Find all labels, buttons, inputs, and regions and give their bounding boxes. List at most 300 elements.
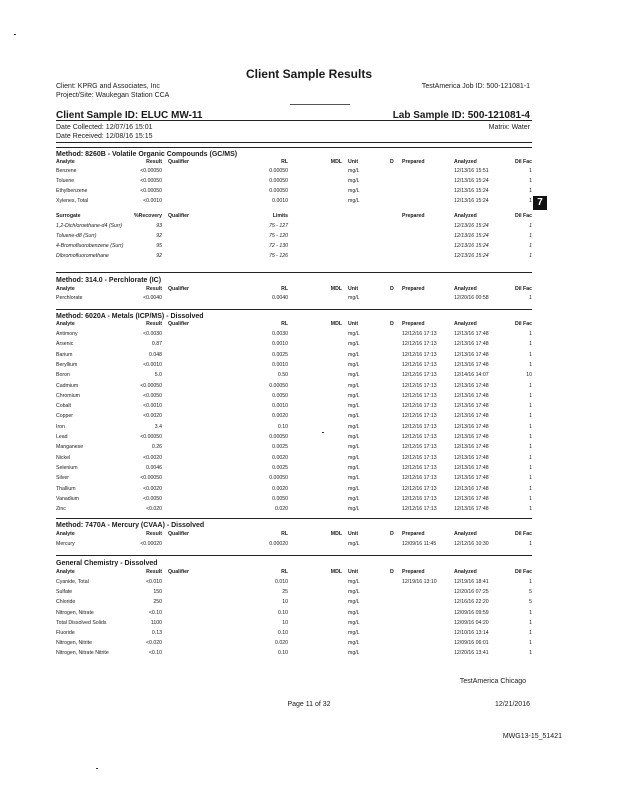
table-row	[56, 197, 532, 206]
cell-anl: 12/13/16 17:48	[454, 495, 489, 502]
column-header	[56, 320, 532, 329]
cell-an: Nitrogen, Nitrate	[56, 609, 94, 616]
cell-an: Xylenes, Total	[56, 198, 89, 204]
cell-unit: Unit	[348, 569, 359, 575]
cell-res: 0.87	[151, 341, 162, 348]
cell-unit: mg/L	[348, 495, 360, 502]
cell-dil: Dil Fac	[514, 213, 532, 219]
cell-res: Result	[146, 569, 162, 575]
cell-res: Result	[146, 321, 162, 327]
cell-dil: 1	[529, 351, 532, 358]
cell-rl: 0.0020	[272, 454, 288, 461]
cell-anl: Analyzed	[454, 569, 477, 575]
cell-rl: 0.10	[277, 650, 288, 657]
scan-speck	[14, 34, 16, 35]
cell-anl: 12/13/16 15:24	[454, 233, 489, 239]
cell-rl: 0.50	[277, 372, 288, 379]
cell-dil: Dil Fac	[514, 569, 532, 575]
document-id: MWG13-15_51421	[502, 733, 562, 740]
column-header	[56, 568, 532, 577]
cell-anl: Analyzed	[454, 159, 477, 165]
cell-res: 0.0046	[146, 464, 162, 471]
cell-prep: 12/12/16 17:13	[402, 423, 437, 430]
table-row	[56, 351, 532, 360]
cell-an: 1,2-Dichloroethane-d4 (Surr)	[56, 223, 123, 229]
cell-res: <0.00050	[140, 475, 162, 482]
cell-res: Result	[146, 531, 162, 537]
cell-prep: 12/12/16 17:13	[402, 331, 437, 337]
cell-unit: Unit	[348, 531, 359, 537]
cell-res: <0.020	[145, 640, 162, 647]
table-row	[56, 433, 532, 442]
cell-dil: Dil Fac	[514, 321, 532, 327]
divider	[56, 120, 532, 121]
date-collected: Date Collected: 12/07/16 15:01	[56, 124, 153, 131]
cell-res: 92	[156, 233, 162, 239]
cell-an: Boron	[56, 372, 70, 379]
cell-unit: mg/L	[348, 650, 360, 657]
cell-anl: 12/13/16 15:24	[454, 198, 489, 204]
table-row	[56, 588, 532, 597]
cell-prep: Prepared	[402, 159, 425, 165]
method-title: Method: 7470A - Mercury (CVAA) - Dissolved	[56, 522, 205, 529]
cell-d: D	[390, 531, 394, 537]
cell-anl: 12/20/16 13:41	[454, 650, 489, 657]
cell-anl: 12/13/16 17:48	[454, 361, 489, 368]
cell-anl: 12/13/16 17:48	[454, 423, 489, 430]
cell-anl: 12/20/16 07:25	[454, 589, 489, 596]
cell-anl: 12/13/16 17:48	[454, 351, 489, 358]
cell-rl: 0.00050	[269, 475, 288, 482]
cell-mdl: MDL	[330, 569, 342, 575]
cell-res: <0.0010	[143, 403, 162, 410]
table-row	[56, 505, 532, 514]
cell-q: Qualifier	[168, 569, 190, 575]
table-row	[56, 167, 532, 176]
cell-unit: mg/L	[348, 434, 360, 440]
cell-prep: Prepared	[402, 321, 425, 327]
cell-prep: 12/12/16 17:13	[402, 444, 437, 451]
cell-dil: 1	[529, 579, 532, 585]
cell-rl: RL	[281, 286, 288, 292]
cell-an: Chloride	[56, 599, 76, 606]
cell-res: 93	[156, 223, 162, 229]
table-row	[56, 423, 532, 432]
table-row	[56, 402, 532, 411]
section-tab: 7	[533, 196, 547, 210]
cell-res: Result	[146, 286, 162, 292]
cell-anl: 12/13/16 15:24	[454, 243, 489, 249]
cell-unit: mg/L	[348, 178, 360, 184]
cell-rl: 0.0030	[272, 331, 288, 337]
cell-prep: Prepared	[402, 213, 425, 219]
divider	[56, 142, 532, 143]
cell-dil: 1	[529, 444, 532, 451]
cell-an: Benzene	[56, 168, 77, 174]
cell-anl: 12/13/16 17:48	[454, 392, 489, 399]
cell-unit: mg/L	[348, 640, 360, 647]
cell-dil: 1	[529, 454, 532, 461]
cell-rl: 0.0010	[272, 361, 288, 368]
cell-rl: 0.0010	[272, 403, 288, 410]
cell-res: <0.0050	[143, 495, 162, 502]
cell-unit: Unit	[348, 321, 359, 327]
cell-rl: 0.010	[275, 579, 288, 585]
method-title: Method: 6020A - Metals (ICP/MS) - Dissolved	[56, 313, 204, 320]
cell-dil: 1	[529, 434, 532, 440]
cell-rl: 0.10	[277, 423, 288, 430]
cell-anl: Analyzed	[454, 286, 477, 292]
cell-an: Cobalt	[56, 403, 71, 410]
cell-rl: 10	[282, 619, 288, 626]
cell-dil: 1	[529, 295, 532, 301]
cell-anl: 12/13/16 17:48	[454, 413, 489, 420]
cell-an: Mercury	[56, 541, 75, 547]
cell-unit: mg/L	[348, 589, 360, 596]
cell-unit: mg/L	[348, 630, 360, 636]
cell-res: 95	[156, 243, 162, 249]
cell-rl: 75 - 126	[268, 253, 288, 259]
column-header	[56, 158, 532, 167]
cell-an: Sulfate	[56, 589, 73, 596]
cell-dil: 1	[529, 223, 532, 229]
cell-an: Thallium	[56, 485, 76, 492]
cell-rl: 10	[282, 599, 288, 606]
cell-rl: 0.0050	[272, 392, 288, 399]
cell-res: 1100	[150, 619, 162, 626]
cell-res: <0.0040	[143, 295, 162, 301]
cell-unit: mg/L	[348, 168, 360, 174]
cell-rl: 72 - 130	[268, 243, 288, 249]
table-row	[56, 464, 532, 473]
page-title: Client Sample Results	[245, 67, 373, 81]
cell-dil: 1	[529, 413, 532, 420]
cell-unit: mg/L	[348, 413, 360, 420]
cell-an: Surrogate	[56, 213, 81, 219]
cell-d: D	[390, 569, 394, 575]
cell-anl: 12/12/16 10:30	[454, 541, 489, 547]
cell-dil: 10	[526, 372, 532, 379]
divider	[56, 272, 532, 273]
table-row	[56, 187, 532, 196]
table-row	[56, 609, 532, 618]
surrogate-row	[56, 222, 532, 231]
cell-res: 5.0	[154, 372, 162, 379]
cell-unit: mg/L	[348, 609, 360, 616]
table-row	[56, 649, 532, 658]
cell-unit: mg/L	[348, 392, 360, 399]
cell-an: Chromium	[56, 392, 80, 399]
cell-rl: 0.0050	[272, 495, 288, 502]
cell-dil: 1	[529, 619, 532, 626]
cell-dil: 1	[529, 485, 532, 492]
cell-unit: mg/L	[348, 382, 360, 389]
table-row	[56, 443, 532, 452]
cell-unit: mg/L	[348, 579, 360, 585]
cell-unit: mg/L	[348, 341, 360, 348]
cell-an: Vanadium	[56, 495, 79, 502]
cell-unit: mg/L	[348, 464, 360, 471]
cell-dil: 1	[529, 464, 532, 471]
cell-prep: 12/12/16 17:13	[402, 403, 437, 410]
cell-mdl: MDL	[330, 159, 342, 165]
cell-prep: 12/12/16 17:13	[402, 351, 437, 358]
cell-an: Analyte	[56, 159, 75, 165]
cell-rl: 75 - 120	[268, 233, 288, 239]
cell-dil: 1	[529, 168, 532, 174]
cell-an: Lead	[56, 434, 68, 440]
cell-rl: 0.0025	[272, 444, 288, 451]
cell-anl: Analyzed	[454, 321, 477, 327]
cell-prep: Prepared	[402, 531, 425, 537]
table-row	[56, 340, 532, 349]
cell-an: Nitrogen, Nitrate Nitrite	[56, 650, 109, 657]
cell-res: <0.0020	[143, 454, 162, 461]
cell-prep: 12/12/16 17:13	[402, 464, 437, 471]
cell-anl: 12/09/16 04:20	[454, 619, 489, 626]
column-header	[56, 285, 532, 294]
cell-dil: 1	[529, 506, 532, 513]
cell-anl: 12/13/16 15:24	[454, 188, 489, 194]
cell-dil: 1	[529, 188, 532, 194]
cell-rl: RL	[281, 159, 288, 165]
cell-anl: Analyzed	[454, 213, 477, 219]
cell-an: Dibromofluoromethane	[56, 253, 109, 259]
client-line: Client: KPRG and Associates, Inc	[56, 83, 160, 90]
cell-rl: 25	[282, 589, 288, 596]
cell-rl: 0.0010	[272, 198, 288, 204]
table-row	[56, 540, 532, 549]
cell-unit: mg/L	[348, 331, 360, 337]
cell-anl: 12/10/16 13:14	[454, 630, 489, 636]
cell-dil: Dil Fac	[514, 159, 532, 165]
cell-anl: 12/13/16 15:24	[454, 253, 489, 259]
surrogate-row	[56, 242, 532, 251]
cell-prep: 12/12/16 17:13	[402, 413, 437, 420]
date-received: Date Received: 12/08/16 15:15	[56, 133, 153, 140]
cell-dil: 1	[529, 609, 532, 616]
lab-name: TestAmerica Chicago	[459, 678, 526, 685]
cell-unit: mg/L	[348, 454, 360, 461]
cell-rl: 0.0025	[272, 464, 288, 471]
cell-dil: 1	[529, 495, 532, 502]
cell-anl: Analyzed	[454, 531, 477, 537]
method-title: Method: 314.0 - Perchlorate (IC)	[56, 277, 162, 284]
cell-q: Qualifier	[168, 286, 190, 292]
cell-rl: 0.0010	[272, 341, 288, 348]
table-row	[56, 412, 532, 421]
method-title: General Chemistry - Dissolved	[56, 560, 158, 567]
cell-anl: 12/20/16 00:58	[454, 295, 489, 301]
job-id: TestAmerica Job ID: 500-121081-1	[421, 83, 530, 90]
cell-an: Analyte	[56, 531, 75, 537]
cell-anl: 12/19/16 18:41	[454, 579, 489, 585]
cell-an: Fluoride	[56, 630, 75, 636]
cell-dil: 1	[529, 341, 532, 348]
cell-prep: 12/12/16 17:13	[402, 495, 437, 502]
cell-res: <0.10	[148, 609, 162, 616]
cell-an: Selenium	[56, 464, 78, 471]
cell-dil: 1	[529, 640, 532, 647]
cell-an: Antimony	[56, 331, 78, 337]
cell-rl: 0.00050	[269, 168, 288, 174]
cell-an: Toluene-d8 (Surr)	[56, 233, 97, 239]
cell-prep: 12/12/16 17:13	[402, 454, 437, 461]
cell-an: Manganese	[56, 444, 84, 451]
cell-dil: 1	[529, 233, 532, 239]
cell-dil: 1	[529, 361, 532, 368]
cell-dil: 1	[529, 475, 532, 482]
method-title: Method: 8260B - Volatile Organic Compounds (GC/MS)	[56, 151, 238, 158]
cell-an: Iron	[56, 423, 65, 430]
cell-unit: mg/L	[348, 351, 360, 358]
cell-dil: 1	[529, 392, 532, 399]
cell-res: <0.00050	[140, 168, 162, 174]
cell-an: Cadmium	[56, 382, 79, 389]
cell-prep: 12/12/16 17:13	[402, 485, 437, 492]
cell-unit: Unit	[348, 159, 359, 165]
cell-res: <0.10	[148, 650, 162, 657]
cell-dil: 5	[529, 599, 532, 606]
cell-an: Ethylbenzene	[56, 188, 88, 194]
table-row	[56, 629, 532, 638]
cell-dil: Dil Fac	[514, 531, 532, 537]
cell-d: D	[390, 159, 394, 165]
report-date: 12/21/2016	[494, 701, 530, 708]
cell-rl: RL	[281, 569, 288, 575]
cell-rl: 0.00050	[269, 178, 288, 184]
page-number: Page 11 of 32	[287, 701, 331, 708]
cell-anl: 12/09/16 06:01	[454, 640, 489, 647]
cell-res: 0.26	[151, 444, 162, 451]
cell-unit: mg/L	[348, 372, 360, 379]
cell-anl: 12/13/16 17:48	[454, 444, 489, 451]
cell-dil: 1	[529, 403, 532, 410]
cell-res: 92	[156, 253, 162, 259]
cell-an: Beryllium	[56, 361, 78, 368]
cell-unit: mg/L	[348, 506, 360, 513]
table-row	[56, 371, 532, 380]
cell-prep: 12/12/16 17:13	[402, 382, 437, 389]
cell-rl: RL	[281, 321, 288, 327]
cell-res: <0.00050	[140, 178, 162, 184]
cell-anl: 12/13/16 15:24	[454, 178, 489, 184]
cell-an: Nitrogen, Nitrite	[56, 640, 93, 647]
table-row	[56, 474, 532, 483]
cell-prep: 12/19/16 13:10	[402, 579, 437, 585]
cell-dil: Dil Fac	[514, 286, 532, 292]
cell-anl: 12/13/16 17:48	[454, 485, 489, 492]
cell-anl: 12/13/16 17:48	[454, 434, 489, 440]
cell-unit: mg/L	[348, 619, 360, 626]
cell-an: Zinc	[56, 506, 66, 513]
cell-unit: mg/L	[348, 423, 360, 430]
cell-an: Analyte	[56, 321, 75, 327]
cell-res: <0.0010	[143, 198, 162, 204]
cell-prep: 12/09/16 11:45	[402, 541, 437, 547]
cell-prep: 12/12/16 17:13	[402, 506, 437, 513]
cell-unit: mg/L	[348, 485, 360, 492]
cell-dil: 1	[529, 331, 532, 337]
cell-unit: mg/L	[348, 198, 360, 204]
cell-anl: 12/13/16 17:48	[454, 341, 489, 348]
cell-an: Nickel	[56, 454, 71, 461]
cell-anl: 12/09/16 09:59	[454, 609, 489, 616]
cell-dil: 1	[529, 198, 532, 204]
cell-res: 0.048	[149, 351, 162, 358]
cell-anl: 12/13/16 17:48	[454, 331, 489, 337]
cell-prep: 12/12/16 17:13	[402, 392, 437, 399]
cell-rl: 0.00050	[269, 382, 288, 389]
cell-res: <0.00050	[140, 434, 162, 440]
cell-an: Toluene	[56, 178, 75, 184]
cell-anl: 12/13/16 17:48	[454, 464, 489, 471]
cell-unit: mg/L	[348, 444, 360, 451]
cell-unit: mg/L	[348, 403, 360, 410]
cell-res: %Recovery	[134, 213, 162, 219]
cell-anl: 12/13/16 17:48	[454, 506, 489, 513]
divider	[56, 309, 532, 310]
cell-res: <0.010	[145, 579, 162, 585]
cell-dil: 1	[529, 253, 532, 259]
cell-anl: 12/13/16 15:24	[454, 223, 489, 229]
cell-res: <0.0010	[143, 361, 162, 368]
table-row	[56, 598, 532, 607]
table-row	[56, 382, 532, 391]
cell-rl: Limits	[272, 213, 288, 219]
cell-dil: 1	[529, 178, 532, 184]
cell-q: Qualifier	[168, 213, 190, 219]
cell-anl: 12/16/16 22:20	[454, 599, 489, 606]
cell-q: Qualifier	[168, 159, 190, 165]
cell-prep: Prepared	[402, 286, 425, 292]
cell-an: Silver	[56, 475, 69, 482]
cell-res: <0.00050	[140, 188, 162, 194]
cell-rl: 0.10	[277, 630, 288, 636]
cell-dil: 1	[529, 630, 532, 636]
column-header	[56, 530, 532, 539]
cell-unit: Unit	[348, 286, 359, 292]
cell-anl: 12/13/16 17:48	[454, 454, 489, 461]
cell-rl: 0.10	[277, 609, 288, 616]
divider	[56, 518, 532, 519]
cell-res: <0.020	[145, 506, 162, 513]
cell-rl: 0.00050	[269, 434, 288, 440]
cell-prep: 12/12/16 17:13	[402, 341, 437, 348]
cell-an: Analyte	[56, 286, 75, 292]
table-row	[56, 578, 532, 587]
table-row	[56, 639, 532, 648]
cell-rl: 0.0020	[272, 413, 288, 420]
cell-unit: mg/L	[348, 188, 360, 194]
cell-prep: Prepared	[402, 569, 425, 575]
table-row	[56, 485, 532, 494]
project-line: Project/Site: Waukegan Station CCA	[56, 92, 170, 99]
cell-res: 250	[153, 599, 162, 606]
divider	[56, 555, 532, 556]
table-row	[56, 454, 532, 463]
cell-rl: 0.020	[275, 640, 288, 647]
scan-speck	[96, 768, 98, 769]
cell-rl: 0.0020	[272, 485, 288, 492]
cell-anl: 12/13/16 15:51	[454, 168, 489, 174]
cell-anl: 12/14/16 14:07	[454, 372, 489, 379]
cell-dil: 5	[529, 589, 532, 596]
cell-q: Qualifier	[168, 531, 190, 537]
cell-res: Result	[146, 159, 162, 165]
cell-unit: mg/L	[348, 295, 360, 301]
cell-prep: 12/12/16 17:13	[402, 361, 437, 368]
